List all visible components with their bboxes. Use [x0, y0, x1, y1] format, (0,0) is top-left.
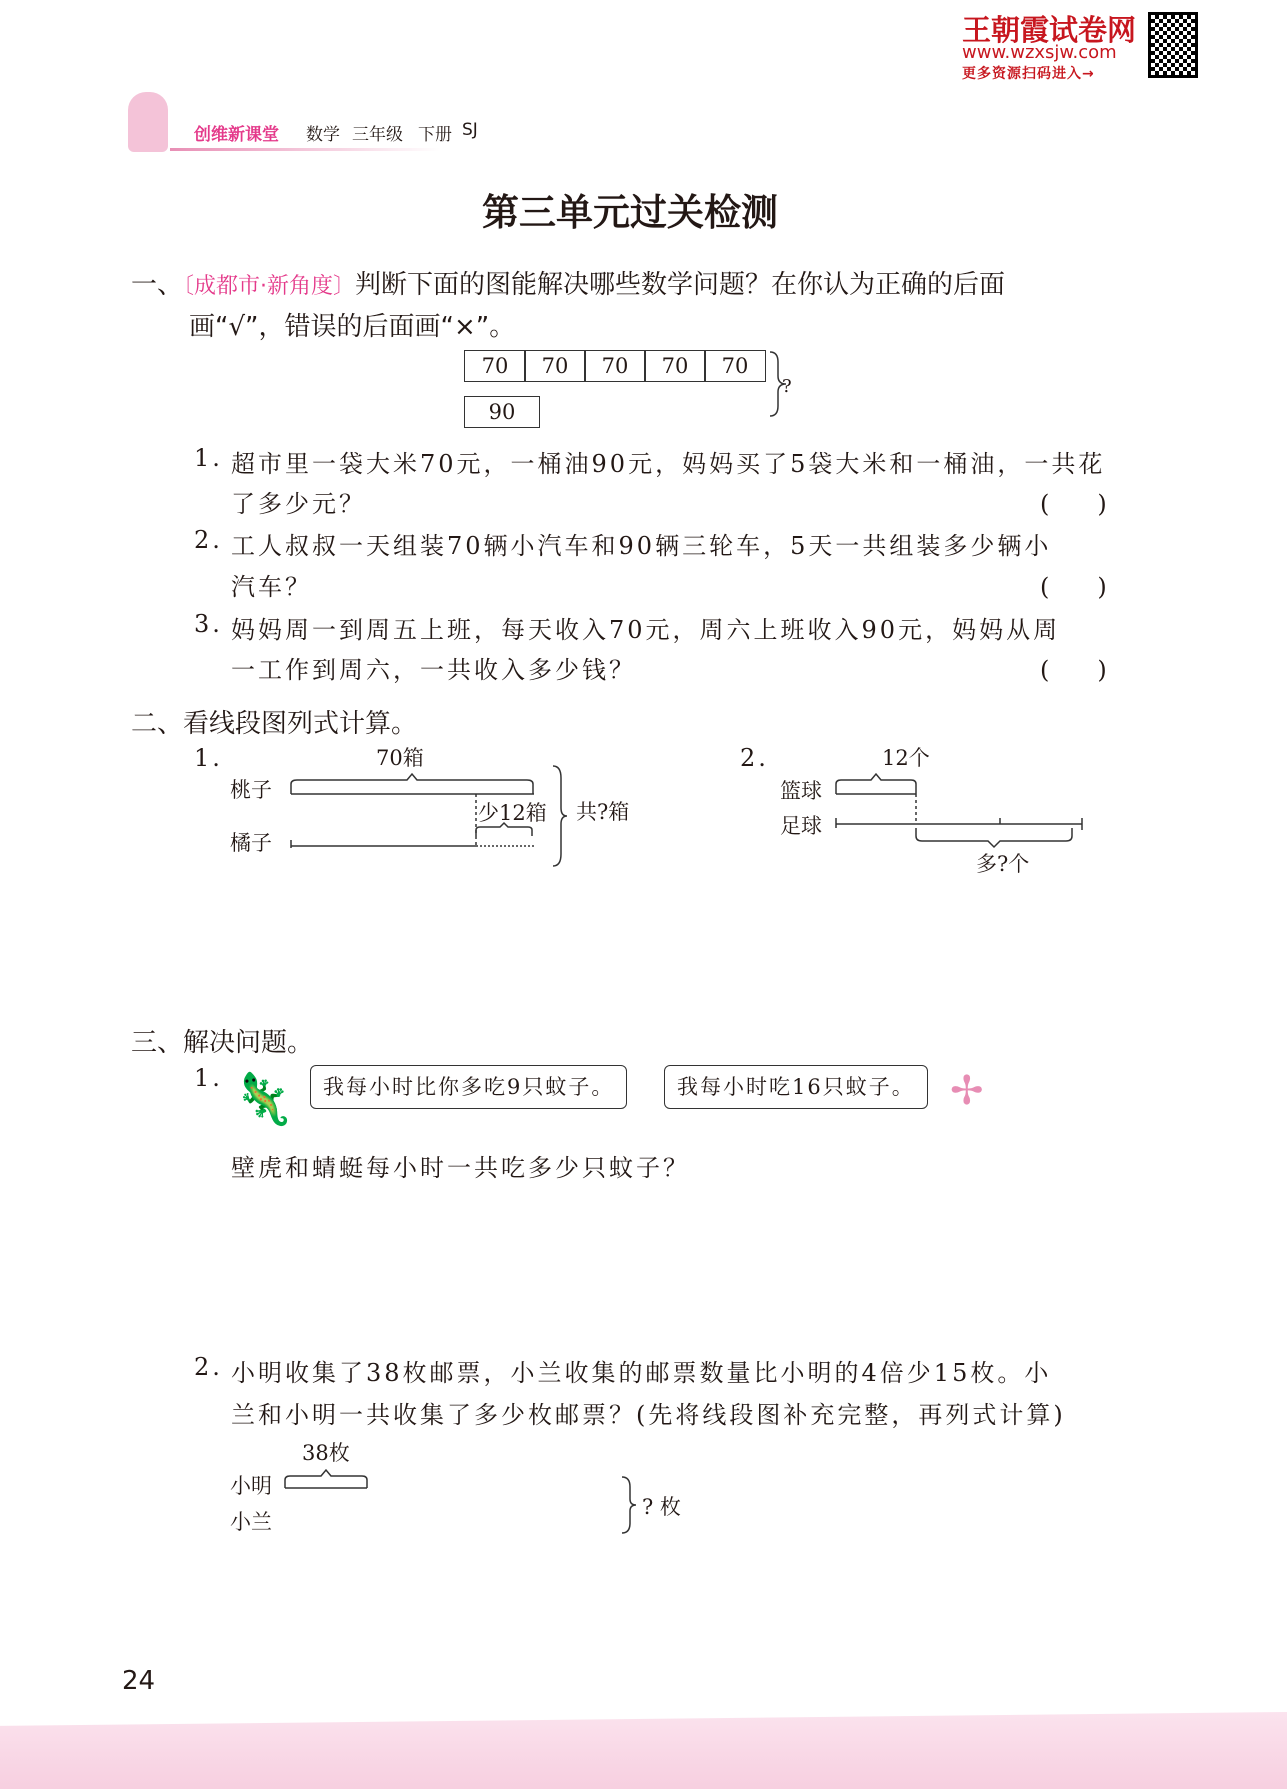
brace-icon: [553, 766, 567, 866]
label-sum: 共?箱: [576, 800, 630, 824]
diagram-number: 1.: [194, 744, 223, 772]
problem-text: 小明收集了38枚邮票，小兰收集的邮票数量比小明的4倍少15枚。小: [231, 1359, 1052, 1387]
watermark-brand: 王朝霞试卷网: [962, 13, 1137, 47]
gecko-icon: 🦎: [232, 1070, 295, 1128]
volume: 下册: [418, 125, 452, 145]
bar-box: 70: [524, 350, 586, 382]
question-number: 3.: [194, 610, 223, 638]
question-text: 超市里一袋大米70元，一桶油90元，妈妈买了5袋大米和一桶油，一共花: [231, 450, 1106, 478]
question-mark: ?: [782, 376, 792, 397]
brace-icon: [916, 828, 1072, 847]
dragonfly-speech-bubble: 我每小时吃16只蚊子。: [664, 1065, 928, 1109]
page-number: 24: [122, 1666, 156, 1696]
grade: 三年级: [352, 125, 403, 145]
brace-icon: [622, 1477, 636, 1533]
watermark-cta: 更多资源扫码进入→: [962, 66, 1095, 82]
gecko-speech-bubble: 我每小时比你多吃9只蚊子。: [310, 1065, 627, 1109]
label-peach: 桃子: [230, 778, 272, 802]
instruction-line1: 判断下面的图能解决哪些数学问题？在你认为正确的后面: [355, 270, 1006, 300]
question-number: 1.: [194, 444, 223, 472]
label-basketball-count: 12个: [882, 746, 930, 770]
brace-icon: [285, 1470, 367, 1488]
label-total-peach: 70箱: [376, 746, 424, 770]
bar-box: 70: [584, 350, 646, 382]
answer-blank[interactable]: ( ): [1040, 490, 1107, 518]
edition: SJ: [462, 120, 478, 140]
answer-blank[interactable]: ( ): [1040, 573, 1107, 601]
brace-icon: [291, 774, 533, 794]
problem-question: 壁虎和蜻蜓每小时一共吃多少只蚊子？: [231, 1154, 690, 1182]
series-name: 创维新课堂: [194, 125, 279, 145]
brace-icon: [836, 774, 916, 794]
dragonfly-icon: ✢: [950, 1068, 984, 1114]
problem-number: 1.: [194, 1064, 223, 1092]
label-less: 少12箱: [478, 801, 547, 825]
question-text: 妈妈周一到周五上班，每天收入70元，周六上班收入90元，妈妈从周: [231, 616, 1061, 644]
label-more: 多?个: [976, 852, 1030, 876]
page-title: 第三单元过关检测: [482, 191, 778, 234]
label-football: 足球: [780, 814, 822, 838]
question-text: 了多少元？: [231, 490, 366, 518]
watermark-url[interactable]: www.wzxsjw.com: [962, 42, 1117, 63]
question-number: 2.: [194, 526, 223, 554]
answer-blank[interactable]: ( ): [1040, 656, 1107, 684]
bar-box: 70: [704, 350, 766, 382]
subject: 数学: [306, 125, 340, 145]
question-text: 一工作到周六，一共收入多少钱？: [231, 656, 636, 684]
diagram-number: 2.: [740, 744, 769, 772]
section2-heading: 二、看线段图列式计算。: [131, 709, 418, 739]
bar-box: 70: [644, 350, 706, 382]
label-basketball: 篮球: [780, 779, 822, 803]
question-text: 工人叔叔一天组装70辆小汽车和90辆三轮车，5天一共组装多少辆小: [231, 532, 1052, 560]
label-xiaoming-count: 38枚: [302, 1441, 350, 1465]
label-orange: 橘子: [230, 831, 272, 855]
problem-number: 2.: [194, 1353, 223, 1381]
question-text: 汽车？: [231, 573, 312, 601]
bar-box-bottom: 90: [464, 396, 540, 428]
problem-text: 兰和小明一共收集了多少枚邮票？(先将线段图补充完整，再列式计算): [231, 1401, 1066, 1429]
bar-box: 70: [464, 350, 526, 382]
label-xiaolan: 小兰: [230, 1510, 272, 1534]
instruction-line2: 画“√”，错误的后面画“×”。: [189, 312, 516, 342]
section-number: 一、: [131, 270, 184, 300]
label-total: ? 枚: [642, 1495, 681, 1519]
source-tag: 〔成都市·新角度〕: [183, 274, 356, 299]
section3-heading: 三、解决问题。: [131, 1028, 314, 1058]
label-xiaoming: 小明: [230, 1474, 272, 1498]
brace-icon: [770, 352, 786, 416]
